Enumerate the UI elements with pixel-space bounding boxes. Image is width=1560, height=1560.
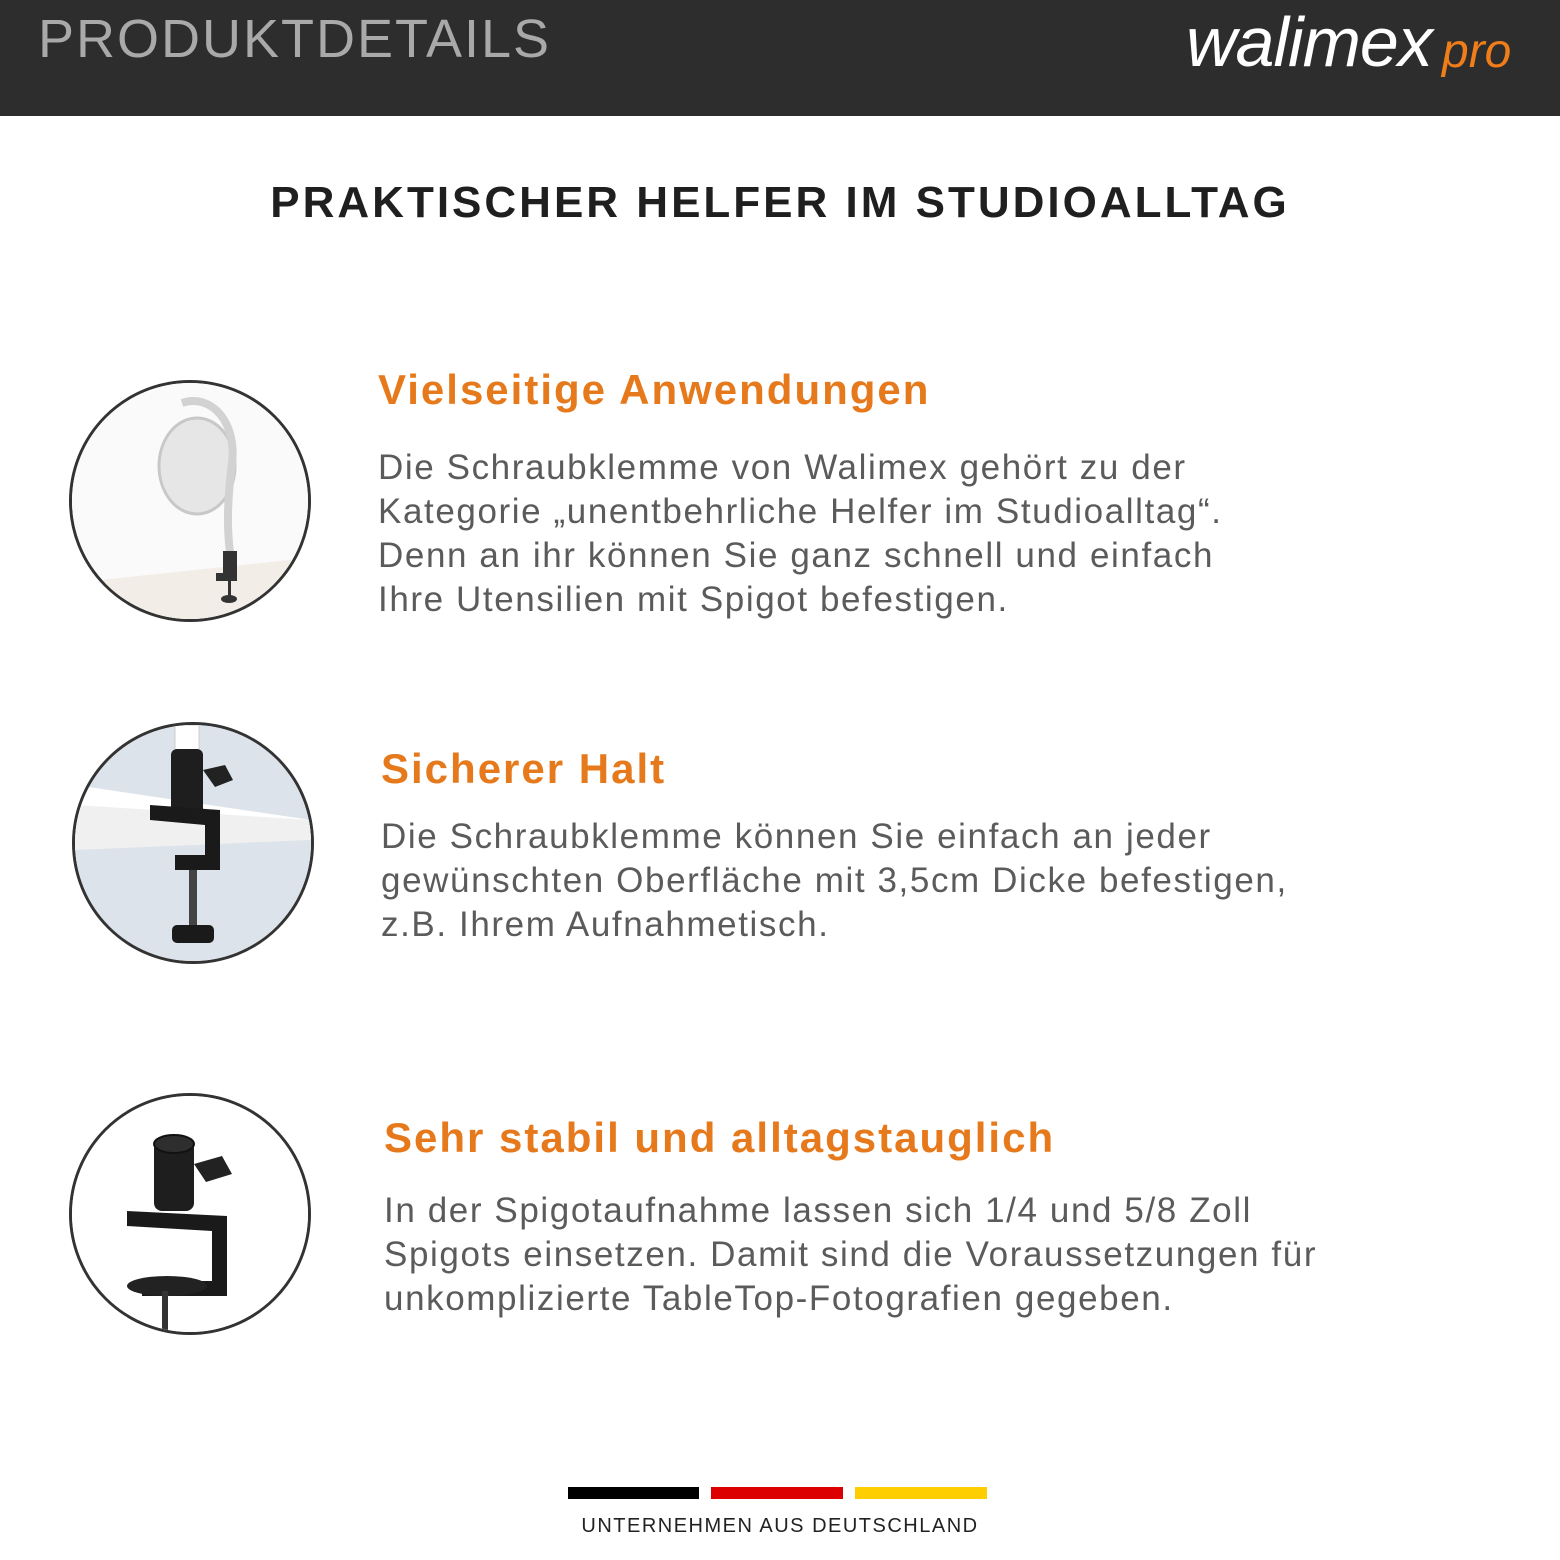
header-bar: [0, 0, 1560, 116]
logo-main-text: walimex: [1186, 3, 1432, 81]
header-title: PRODUKTDETAILS: [38, 9, 552, 69]
feature-title-3: Sehr stabil und alltagstauglich: [384, 1114, 1056, 1161]
clamp-on-table-icon: [72, 722, 314, 964]
logo-pro-text: pro: [1442, 25, 1512, 78]
feature-title-2: Sicherer Halt: [381, 745, 667, 792]
flag-stripe-red: [711, 1487, 843, 1499]
feature-title-1: Vielseitige Anwendungen: [378, 366, 931, 413]
flag-stripe-gold: [855, 1487, 987, 1499]
walimex-pro-logo: [1180, 0, 1540, 116]
footer-text: UNTERNEHMEN AUS DEUTSCHLAND: [581, 1515, 979, 1537]
page-headline: PRAKTISCHER HELFER IM STUDIOALLTAG: [270, 178, 1290, 227]
feature-text-3: In der Spigotaufnahme lassen sich 1/4 und 5/8 Zoll Spigots einsetzen. Damit sind die Voraussetzungen für unkomplizierte TableTop-Fotografien gegeben.: [384, 1191, 1318, 1318]
spigot-clamp-icon: [69, 1093, 311, 1335]
feature-text-1: Die Schraubklemme von Walimex gehört zu der Kategorie „unentbehrliche Helfer im Studioalltag“. Denn an ihr können Sie ganz schnell und einfach Ihre Utensilien mit Spigot befestigen.: [378, 448, 1223, 619]
flag-stripe-black: [568, 1487, 699, 1499]
feature-text-2: Die Schraubklemme können Sie einfach an jeder gewünschten Oberfläche mit 3,5cm Dicke befestigen, z.B. Ihrem Aufnahmetisch.: [381, 817, 1288, 944]
clamp-with-popfilter-icon: [69, 380, 311, 622]
